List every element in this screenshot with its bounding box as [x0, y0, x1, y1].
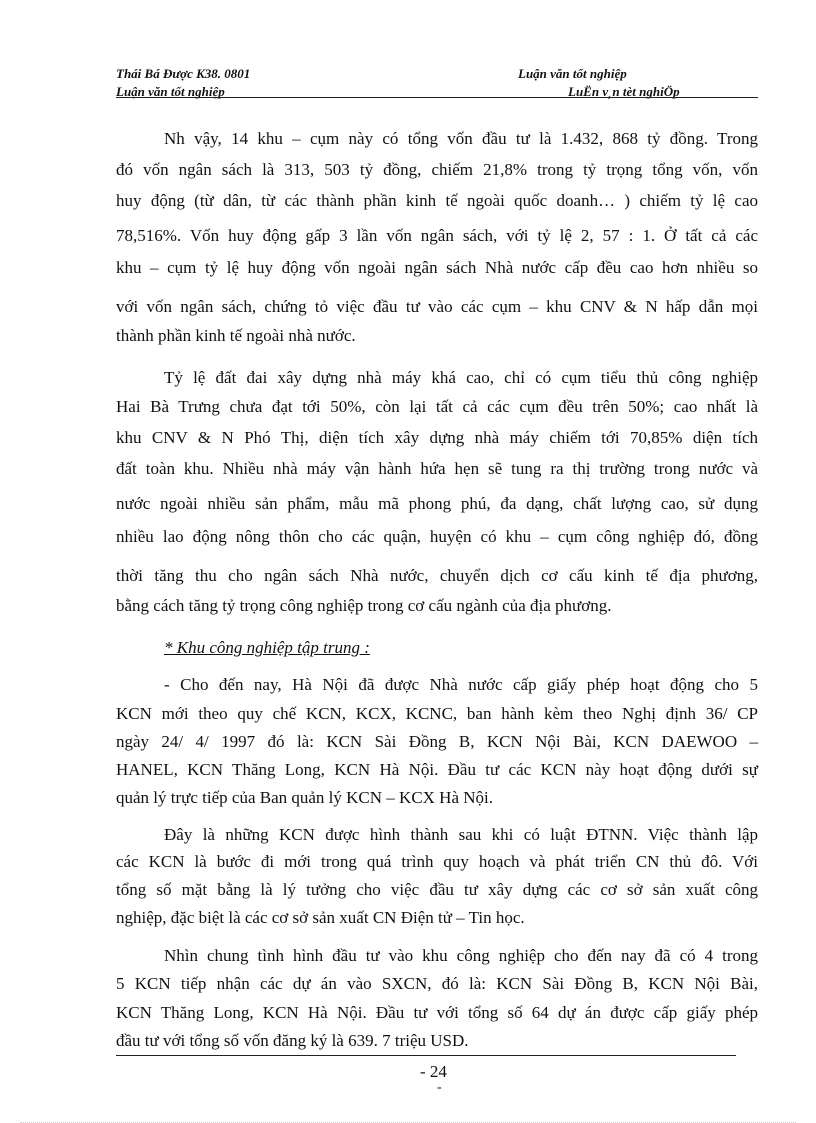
section-heading: * Khu công nghiệp tập trung :	[164, 638, 370, 657]
body-line: khu CNV & N Phó Thị, diện tích xây dựng nhà máy chiếm tới 70,85% diện tích	[116, 428, 758, 447]
body-line: Nhìn chung tình hình đầu tư vào khu công nghiệp cho đến nay đã có 4 trong	[164, 946, 758, 965]
body-line: thời tăng thu cho ngân sách Nhà nước, chuyển dịch cơ cấu kinh tế địa phương,	[116, 566, 758, 585]
body-line: Hai Bà Trưng chưa đạt tới 50%, còn lại tất cả các cụm đều trên 50%; cao nhất là	[116, 397, 758, 416]
footer-rule	[116, 1055, 736, 1056]
body-line: quản lý trực tiếp của Ban quản lý KCN – KCX Hà Nội.	[116, 788, 494, 807]
body-line: với vốn ngân sách, chứng tỏ việc đầu tư vào các cụm – khu CNV & N hấp dẫn mọi	[116, 297, 758, 316]
body-line: HANEL, KCN Thăng Long, KCN Hà Nội. Đầu tư các KCN này hoạt động dưới sự	[116, 760, 758, 779]
body-line: tổng số mặt bằng là lý tưởng cho việc đầu tư xây dựng các cơ sở sản xuất công	[116, 880, 758, 899]
header-rule	[116, 97, 758, 98]
body-line: Tỷ lệ đất đai xây dựng nhà máy khá cao, chỉ có cụm tiểu thủ công nghiệp	[164, 368, 758, 387]
body-line: KCN mới theo quy chế KCN, KCX, KCNC, ban hành kèm theo Nghị định 36/ CP	[116, 704, 758, 723]
body-line: Đây là những KCN được hình thành sau khi có luật ĐTNN. Việc thành lập	[164, 825, 758, 844]
header-author: Thái Bá Được K38. 0801	[116, 66, 251, 81]
body-line: các KCN là bước đi mới trong quá trình quy hoạch và phát triển CN thủ đô. Với	[116, 852, 758, 871]
body-line: KCN Thăng Long, KCN Hà Nội. Đầu tư với tổng số 64 dự án được cấp giấy phép	[116, 1003, 758, 1022]
body-line: 78,516%. Vốn huy động gấp 3 lần vốn ngân sách, với tỷ lệ 2, 57 : 1. Ở tất cả các	[116, 226, 758, 245]
body-line: Nh vậy, 14 khu – cụm này có tổng vốn đầu tư là 1.432, 868 tỷ đồng. Trong	[164, 129, 758, 148]
body-line: ngày 24/ 4/ 1997 đó là: KCN Sài Đồng B, KCN Nội Bài, KCN DAEWOO –	[116, 732, 758, 751]
header-title-left: Luận văn tốt nghiệp	[116, 84, 225, 99]
page-number-suffix: -	[437, 1080, 442, 1095]
body-line: nước ngoài nhiều sản phẩm, mẫu mã phong phú, đa dạng, chất lượng cao, sử dụng	[116, 494, 758, 513]
body-line: - Cho đến nay, Hà Nội đã được Nhà nước cấp giấy phép hoạt động cho 5	[164, 675, 758, 694]
body-line: 5 KCN tiếp nhận các dự án vào SXCN, đó là: KCN Sài Đồng B, KCN Nội Bài,	[116, 974, 758, 993]
page-number: - 24	[420, 1062, 447, 1081]
body-line: nghiệp, đặc biệt là các cơ sở sản xuất CN Điện tử – Tin học.	[116, 908, 525, 927]
body-line: đó vốn ngân sách là 313, 503 tỷ đồng, chiếm 21,8% trong tỷ trọng tổng vốn, vốn	[116, 160, 758, 179]
body-line: đầu tư với tổng số vốn đăng ký là 639. 7 triệu USD.	[116, 1031, 469, 1050]
body-line: thành phần kinh tế ngoài nhà nước.	[116, 326, 356, 345]
body-line: bằng cách tăng tỷ trọng công nghiệp trong cơ cấu ngành của địa phương.	[116, 596, 612, 615]
body-line: khu – cụm tỷ lệ huy động vốn ngoài ngân sách Nhà nước cấp đều cao hơn nhiều so	[116, 258, 758, 277]
body-line: nhiều lao động nông thôn cho các quận, huyện có khu – cụm công nghiệp đó, đồng	[116, 527, 758, 546]
body-line: đất toàn khu. Nhiều nhà máy vận hành hứa hẹn sẽ tung ra thị trường trong nước và	[116, 459, 758, 478]
body-line: huy động (từ dân, từ các thành phần kinh tế ngoài quốc doanh… ) chiếm tỷ lệ cao	[116, 191, 758, 210]
header-title-right-garbled: LuËn v¸n tèt nghiÖp	[568, 84, 680, 99]
header-title-right: Luận văn tốt nghiệp	[518, 66, 627, 81]
